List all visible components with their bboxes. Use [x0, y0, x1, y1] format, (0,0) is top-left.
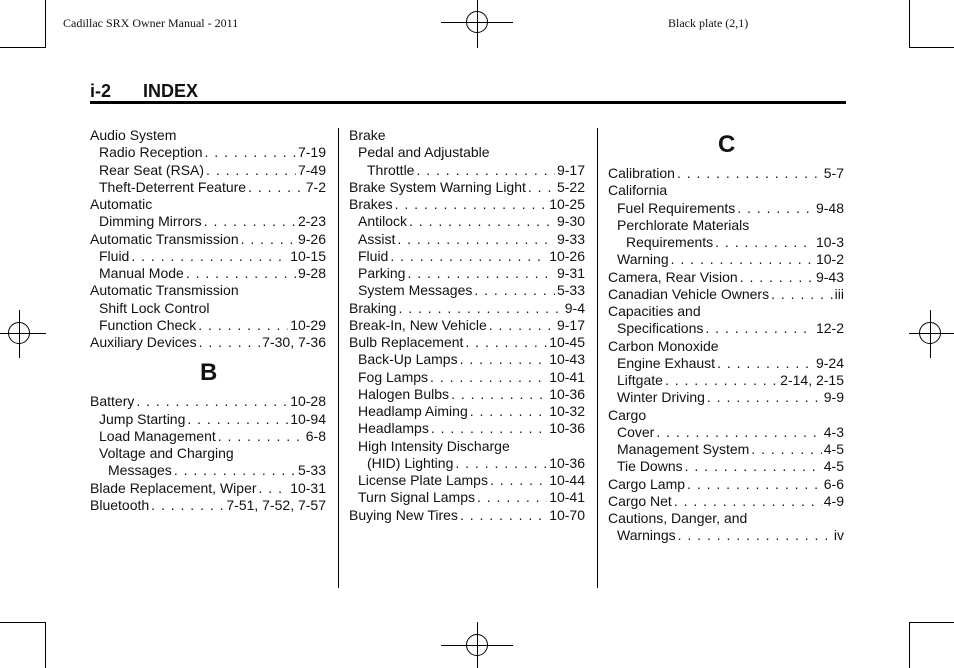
- crop-mark: [0, 622, 46, 623]
- entry-label: Specifications: [617, 320, 704, 337]
- entry-page-ref[interactable]: 10-36: [549, 420, 585, 437]
- entry-label: California: [608, 182, 668, 199]
- crop-mark: [0, 47, 46, 48]
- dot-leader: [465, 334, 547, 351]
- dot-leader: [455, 455, 547, 472]
- index-entry: [90, 162, 326, 179]
- index-entry: [608, 217, 844, 234]
- index-entry: [90, 497, 326, 514]
- entry-label: Cargo Lamp: [608, 475, 686, 492]
- entry-label: Pedal and Adjustable: [358, 144, 490, 161]
- entry-label: Function Check: [99, 316, 197, 333]
- dot-leader: [416, 162, 555, 179]
- entry-page-ref[interactable]: 10-31: [290, 479, 326, 496]
- index-entry: [90, 179, 326, 196]
- dot-leader: [656, 424, 821, 441]
- entry-label: Back-Up Lamps: [358, 351, 458, 368]
- dot-leader: [717, 355, 814, 372]
- entry-page-ref[interactable]: 10-70: [549, 506, 585, 523]
- dot-leader: [198, 317, 288, 334]
- entry-page-ref[interactable]: 9-30: [556, 213, 585, 230]
- index-entry: [349, 317, 585, 334]
- page-title: INDEX: [143, 81, 199, 101]
- entry-label: Radio Reception: [99, 144, 203, 161]
- entry-label: Shift Lock Control: [99, 299, 210, 316]
- index-entry: [349, 282, 585, 299]
- entry-label: Warning: [617, 251, 669, 268]
- index-entry: [349, 386, 585, 403]
- index-entry: [349, 179, 585, 196]
- index-entry: [349, 455, 585, 472]
- entry-page-ref[interactable]: 9-43: [815, 268, 844, 285]
- entry-label: Braking: [349, 299, 397, 316]
- entry-label: Fluid: [99, 247, 130, 264]
- entry-label: License Plate Lamps: [358, 472, 488, 488]
- dot-leader: [460, 507, 547, 524]
- dot-leader: [218, 428, 304, 445]
- manual-title: Cadillac SRX Owner Manual - 2011: [63, 16, 239, 30]
- crop-mark: [45, 0, 46, 48]
- entry-label: Canadian Vehicle Owners: [608, 285, 770, 302]
- entry-label: Requirements: [626, 234, 714, 250]
- entry-label: Dimming Mirrors: [99, 213, 202, 230]
- index-entry: [349, 300, 585, 317]
- entry-label: Management System: [617, 441, 750, 457]
- entry-label: Cover: [617, 423, 655, 440]
- index-entry: [90, 282, 326, 299]
- dot-leader: [707, 389, 822, 406]
- entry-page-ref[interactable]: 10-15: [290, 247, 326, 264]
- entry-label: Halogen Bulbs: [358, 385, 450, 402]
- dot-leader: [751, 441, 821, 458]
- index-entry: [608, 165, 844, 182]
- crop-mark: [909, 622, 954, 623]
- index-entry: [90, 127, 326, 144]
- index-entry: [90, 248, 326, 265]
- entry-label: Bluetooth: [90, 496, 150, 513]
- entry-page-ref[interactable]: 10-41: [549, 489, 585, 506]
- entry-label: Perchlorate Materials: [617, 216, 750, 233]
- dot-leader: [671, 251, 814, 268]
- dot-leader: [131, 248, 288, 265]
- dot-leader: [248, 179, 304, 196]
- index-entry: [90, 445, 326, 462]
- entry-label: Camera, Rear Vision: [608, 268, 738, 285]
- index-entry: [608, 510, 844, 527]
- entry-label: Warnings: [617, 527, 676, 544]
- entry-label: System Messages: [358, 282, 473, 299]
- entry-label: Antilock: [358, 213, 408, 230]
- entry-label: Liftgate: [617, 372, 663, 388]
- crop-mark: [909, 47, 954, 48]
- index-entry: [349, 231, 585, 248]
- crop-mark: [45, 622, 46, 668]
- entry-page-ref[interactable]: 2-14, 2-15: [780, 372, 844, 388]
- entry-page-ref[interactable]: 9-17: [556, 161, 585, 178]
- index-entry: [608, 286, 844, 303]
- entry-label: Cargo Net: [608, 492, 672, 509]
- entry-label: Brake: [349, 127, 386, 143]
- index-entry: [608, 303, 844, 320]
- index-entry: [349, 420, 585, 437]
- dot-leader: [390, 248, 547, 265]
- index-entry: [90, 196, 326, 213]
- entry-page-ref[interactable]: 5-22: [556, 178, 585, 195]
- column-divider: [338, 128, 339, 588]
- entry-page-ref[interactable]: 10-26: [549, 247, 585, 264]
- entry-label: Assist: [358, 230, 396, 247]
- entry-label: Blade Replacement, Wiper: [90, 479, 257, 496]
- dot-leader: [206, 162, 296, 179]
- dot-leader: [186, 265, 296, 282]
- index-entry: [349, 248, 585, 265]
- index-entry: [349, 265, 585, 282]
- entry-page-ref[interactable]: 9-17: [556, 316, 585, 333]
- entry-label: Fuel Requirements: [617, 199, 736, 216]
- entry-page-ref[interactable]: 9-28: [297, 265, 326, 281]
- dot-leader: [136, 393, 288, 410]
- entry-label: (HID) Lighting: [367, 454, 454, 471]
- dot-leader: [398, 300, 562, 317]
- dot-leader: [187, 411, 288, 428]
- index-entry: [90, 334, 326, 351]
- index-entry: [608, 269, 844, 286]
- index-entry: [608, 234, 844, 251]
- dot-leader: [470, 403, 547, 420]
- entry-page-ref[interactable]: 10-25: [549, 196, 585, 212]
- page-number: i-2: [90, 81, 112, 101]
- entry-page-ref[interactable]: 7-51, 7-52, 7-57: [226, 496, 326, 513]
- entry-page-ref[interactable]: 10-32: [549, 403, 585, 419]
- entry-page-ref[interactable]: 4-3: [823, 423, 844, 440]
- entry-page-ref[interactable]: 6-8: [305, 427, 326, 444]
- dot-leader: [740, 269, 814, 286]
- index-entry: [608, 338, 844, 355]
- index-column-2: [349, 127, 585, 524]
- entry-page-ref[interactable]: 5-33: [556, 282, 585, 299]
- index-entry: [349, 334, 585, 351]
- entry-page-ref[interactable]: 7-30, 7-36: [262, 334, 326, 350]
- entry-label: Cautions, Danger, and: [608, 510, 748, 526]
- entry-label: Throttle: [367, 161, 415, 178]
- entry-page-ref[interactable]: 10-36: [549, 385, 585, 402]
- index-entry: [349, 472, 585, 489]
- index-entry: [608, 389, 844, 406]
- dot-leader: [460, 351, 548, 368]
- entry-page-ref[interactable]: 9-24: [815, 354, 844, 371]
- entry-label: Automatic Transmission: [90, 230, 239, 247]
- dot-leader: [677, 165, 822, 182]
- entry-page-ref[interactable]: 2-23: [297, 213, 326, 230]
- entry-page-ref[interactable]: 10-28: [290, 393, 326, 410]
- index-entry: [349, 196, 585, 213]
- dot-leader: [490, 472, 547, 489]
- entry-page-ref[interactable]: 4-5: [823, 458, 844, 475]
- dot-leader: [407, 265, 555, 282]
- entry-label: Break-In, New Vehicle: [349, 316, 487, 333]
- entry-label: Load Management: [99, 427, 216, 444]
- entry-label: Rear Seat (RSA): [99, 161, 205, 178]
- dot-leader: [174, 462, 296, 479]
- entry-label: Auxiliary Devices: [90, 334, 197, 350]
- index-entry: [90, 231, 326, 248]
- dot-leader: [199, 334, 261, 351]
- index-entry: [608, 458, 844, 475]
- index-entry: [349, 351, 585, 368]
- index-entry: [608, 372, 844, 389]
- index-entry: [349, 403, 585, 420]
- entry-label: Brakes: [349, 196, 393, 212]
- column-divider: [597, 128, 598, 588]
- dot-leader: [678, 527, 832, 544]
- index-entry: [90, 411, 326, 428]
- entry-label: Fluid: [358, 247, 389, 264]
- entry-label: Headlamp Aiming: [358, 403, 468, 419]
- index-entry: [608, 424, 844, 441]
- entry-page-ref[interactable]: 10-2: [815, 251, 844, 268]
- dot-leader: [665, 372, 778, 389]
- entry-label: Calibration: [608, 165, 675, 181]
- entry-label: Headlamps: [358, 420, 429, 437]
- dot-leader: [259, 480, 289, 497]
- index-entry: [90, 317, 326, 334]
- entry-label: Battery: [90, 393, 135, 410]
- entry-label: Jump Starting: [99, 410, 186, 427]
- entry-label: Buying New Tires: [349, 506, 458, 523]
- entry-page-ref[interactable]: 10-36: [549, 454, 585, 471]
- index-entry: [608, 476, 844, 493]
- crop-mark: [909, 0, 910, 48]
- entry-label: Theft-Deterrent Feature: [99, 178, 247, 195]
- entry-page-ref[interactable]: 4-9: [823, 492, 844, 509]
- index-entry: [90, 393, 326, 410]
- dot-leader: [431, 420, 547, 437]
- dot-leader: [489, 317, 555, 334]
- entry-page-ref[interactable]: 7-49: [297, 161, 326, 178]
- section-letter: C: [718, 131, 736, 158]
- entry-page-ref[interactable]: iv: [833, 527, 844, 544]
- entry-label: Brake System Warning Light: [349, 178, 526, 195]
- entry-page-ref[interactable]: 10-3: [815, 234, 844, 250]
- index-entry: [90, 462, 326, 479]
- index-entry: [90, 265, 326, 282]
- index-column-3: [608, 123, 844, 545]
- entry-label: Capacities and: [608, 303, 701, 319]
- entry-label: Automatic: [90, 196, 153, 212]
- index-entry: [349, 162, 585, 179]
- index-entry: [90, 480, 326, 497]
- entry-label: Messages: [108, 462, 172, 479]
- index-entry: [608, 355, 844, 372]
- entry-label: Automatic Transmission: [90, 282, 239, 299]
- dot-leader: [705, 320, 814, 337]
- dot-leader: [715, 234, 814, 251]
- entry-page-ref[interactable]: 5-7: [823, 165, 844, 181]
- entry-label: Fog Lamps: [358, 368, 429, 385]
- entry-page-ref[interactable]: 7-2: [305, 178, 326, 195]
- index-entry: [349, 144, 585, 161]
- dot-leader: [397, 231, 555, 248]
- dot-leader: [409, 213, 555, 230]
- dot-leader: [674, 493, 822, 510]
- crop-mark: [909, 622, 910, 668]
- registration-mark: [919, 322, 941, 344]
- entry-label: Turn Signal Lamps: [358, 489, 475, 506]
- index-entry: [608, 320, 844, 337]
- index-entry: [349, 369, 585, 386]
- entry-page-ref[interactable]: 7-19: [297, 144, 326, 161]
- entry-label: Bulb Replacement: [349, 334, 464, 350]
- index-entry: [608, 441, 844, 458]
- index-entry: [608, 493, 844, 510]
- index-entry: [608, 407, 844, 424]
- entry-page-ref[interactable]: 10-94: [290, 410, 326, 427]
- entry-label: Cargo: [608, 406, 647, 423]
- index-entry: [349, 489, 585, 506]
- entry-page-ref[interactable]: 9-31: [556, 265, 585, 281]
- entry-page-ref[interactable]: iii: [834, 285, 844, 302]
- index-column-1: [90, 127, 326, 514]
- entry-label: Parking: [358, 265, 406, 281]
- index-entry: [90, 144, 326, 161]
- entry-page-ref[interactable]: 6-6: [823, 475, 844, 492]
- entry-page-ref[interactable]: 9-33: [556, 230, 585, 247]
- dot-leader: [771, 286, 833, 303]
- dot-leader: [477, 489, 547, 506]
- index-entry: [349, 127, 585, 144]
- plate-label: Black plate (2,1): [668, 16, 749, 30]
- entry-label: Manual Mode: [99, 265, 184, 281]
- index-entry: [608, 200, 844, 217]
- entry-page-ref[interactable]: 4-5: [823, 441, 844, 457]
- dot-leader: [241, 231, 296, 248]
- entry-page-ref[interactable]: 10-45: [549, 334, 585, 350]
- section-letter: B: [200, 359, 218, 387]
- entry-label: High Intensity Discharge: [358, 437, 510, 454]
- dot-leader: [685, 458, 822, 475]
- entry-label: Audio System: [90, 127, 177, 143]
- entry-label: Tie Downs: [617, 458, 683, 475]
- entry-label: Winter Driving: [617, 389, 705, 406]
- dot-leader: [687, 476, 822, 493]
- dot-leader: [528, 179, 555, 196]
- dot-leader: [451, 386, 547, 403]
- dot-leader: [395, 196, 548, 213]
- heading-rule: [90, 101, 846, 104]
- entry-page-ref[interactable]: 12-2: [815, 320, 844, 337]
- index-entry: [349, 507, 585, 524]
- dot-leader: [430, 369, 547, 386]
- entry-page-ref[interactable]: 9-9: [823, 389, 844, 406]
- entry-page-ref[interactable]: 9-48: [815, 199, 844, 216]
- dot-leader: [737, 200, 814, 217]
- entry-label: Engine Exhaust: [617, 354, 716, 371]
- dot-leader: [205, 144, 296, 161]
- entry-label: Voltage and Charging: [99, 445, 234, 461]
- registration-mark: [466, 11, 488, 33]
- registration-mark: [8, 322, 30, 344]
- registration-mark: [466, 634, 488, 656]
- entry-page-ref[interactable]: 10-41: [549, 368, 585, 385]
- entry-page-ref[interactable]: 10-29: [290, 316, 326, 333]
- entry-label: Carbon Monoxide: [608, 337, 719, 354]
- index-entry: [90, 300, 326, 317]
- entry-page-ref[interactable]: 10-43: [549, 351, 585, 368]
- index-entry: [608, 182, 844, 199]
- dot-leader: [204, 213, 296, 230]
- entry-page-ref[interactable]: 5-33: [297, 462, 326, 479]
- index-entry: [608, 527, 844, 544]
- index-entry: [90, 428, 326, 445]
- entry-page-ref[interactable]: 9-4: [564, 299, 585, 316]
- index-entry: [349, 438, 585, 455]
- index-entry: [608, 251, 844, 268]
- entry-page-ref[interactable]: 9-26: [297, 230, 326, 247]
- entry-page-ref[interactable]: 10-44: [549, 472, 585, 488]
- index-entry: [349, 213, 585, 230]
- dot-leader: [474, 282, 555, 299]
- index-entry: [90, 213, 326, 230]
- dot-leader: [151, 497, 224, 514]
